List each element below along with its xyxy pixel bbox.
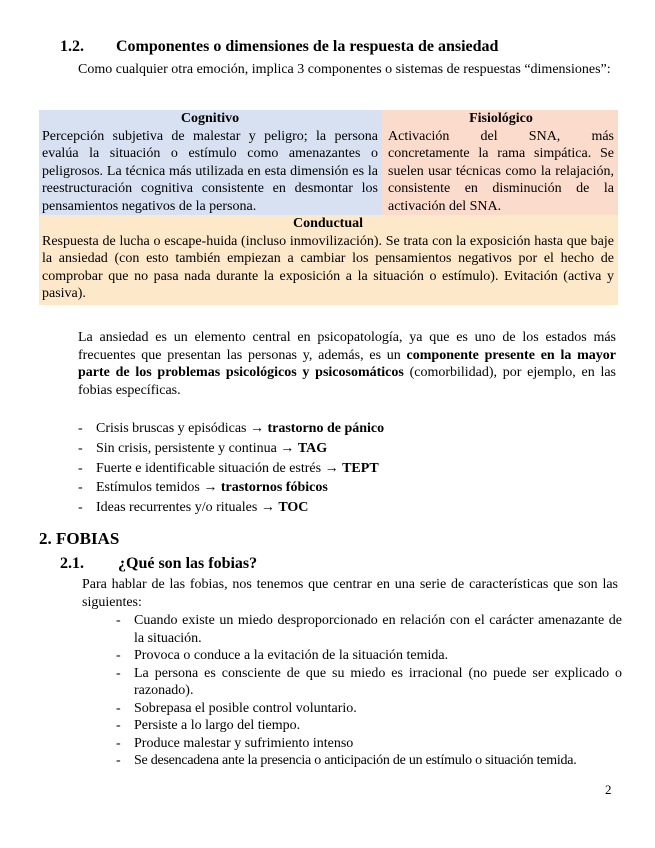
list-item (116, 717, 622, 735)
fobias-list (116, 612, 622, 770)
conductual-header: Conductual (292, 216, 364, 231)
list-item (78, 499, 384, 519)
conductual-cell (39, 215, 618, 305)
list-item-bold: TAG (297, 440, 328, 456)
cognitivo-cell (39, 110, 382, 215)
list-item-text: Estímulos temidos → (96, 480, 221, 496)
list-dash: - (116, 648, 121, 663)
list-dash: - (78, 440, 83, 456)
list-item (116, 735, 622, 753)
page-number: 2 (605, 782, 612, 797)
list-item (116, 752, 622, 770)
list-item-bold: TEPT (342, 460, 379, 476)
list-item-text: Sin crisis, persistente y continua → (96, 440, 298, 456)
list-item (78, 440, 384, 460)
list-item-bold: trastornos fóbicos (220, 480, 328, 496)
table-row (39, 110, 618, 215)
list-item-bold: trastorno de pánico (267, 421, 385, 436)
section-title: Componentes o dimensiones de la respuesta de ansiedad (116, 38, 499, 55)
conductual-text: Respuesta de lucha o escape-huida (incluso inmovilización). Se trata con la exposición hasta que baje la ansiedad (con esto también empiezan a cambiar los pensamientos negativos por el hecho de comprobar que no pasa nada durante la exposición a la situación o estímulo). Evitación (activa y pasiva). (42, 233, 614, 301)
fobias-intro: Para hablar de las fobias, nos tenemos que centrar en una serie de características que son las siguientes: (82, 577, 618, 610)
disorders-list (78, 420, 384, 519)
list-dash: - (116, 700, 121, 716)
section-title: ¿Qué son las fobias? (118, 555, 258, 572)
section-number: 1.2. (60, 38, 84, 55)
list-dash: - (116, 718, 121, 733)
list-item (116, 647, 622, 665)
section-heading-2: 2. FOBIAS (39, 529, 120, 548)
list-item (78, 479, 384, 499)
list-item (116, 665, 622, 700)
list-item-text: Provoca o conduce a la evitación de la situación temida. (134, 648, 449, 663)
list-item-text: Cuando existe un miedo desproporcionado en relación con el carácter amenazante de la situación. (134, 613, 622, 646)
section-number: 2.1. (60, 555, 84, 572)
anxiety-text-1: La ansiedad es un elemento central en psicopatología, ya que es uno de los estados más frecuentes que presentan las personas y, además, es un (78, 330, 616, 363)
list-dash: - (116, 753, 121, 768)
list-item-text: Persiste a lo largo del tiempo. (134, 718, 301, 733)
list-item-text: Sobrepasa el posible control voluntario. (134, 700, 357, 716)
anxiety-paragraph (78, 329, 616, 399)
fisiologico-cell (382, 110, 618, 215)
list-item-bold: TOC (278, 500, 309, 516)
list-dash: - (78, 460, 83, 476)
list-dash: - (78, 421, 83, 436)
list-item (78, 420, 384, 440)
list-dash: - (116, 735, 121, 751)
anxiety-text-2: (comorbilidad), por ejemplo, en las fobias específicas. (78, 365, 617, 398)
fisiologico-header: Fisiológico (469, 111, 533, 126)
list-dash: - (116, 665, 121, 681)
list-item-text: Ideas recurrentes y/o rituales → (96, 500, 279, 516)
list-item-text: Fuerte e identificable situación de estrés → (96, 460, 343, 476)
fisiologico-text: Activación del SNA, más concretamente la rama simpática. Se suelen usar técnicas como la relajación, consistente en disminución de la activación del SNA. (388, 128, 614, 214)
list-dash: - (78, 480, 83, 496)
anxiety-text-bold: componente presente en la mayor parte de los problemas psicológicos y psicosomáticos (78, 347, 616, 380)
cognitivo-header: Cognitivo (180, 111, 240, 126)
list-item (116, 612, 622, 647)
list-item-text: Produce malestar y sufrimiento intenso (134, 735, 354, 751)
list-item-text: Crisis bruscas y episódicas → (96, 421, 268, 436)
list-item (116, 700, 622, 718)
list-item (78, 460, 384, 480)
cognitivo-text: Percepción subjetiva de malestar y peligro; la persona evalúa la situación o estímulo como amenazantes o peligrosos. La técnica más utilizada en esta dimensión es la reestructuración cognitiva consistente en desmontar los pensamientos negativos de la persona. (42, 128, 378, 214)
components-table (39, 110, 618, 305)
list-dash: - (78, 500, 83, 516)
intro-paragraph: Como cualquier otra emoción, implica 3 componentes o sistemas de respuestas “dimensiones”: (78, 62, 611, 77)
list-item-text: Se desencadena ante la presencia o anticipación de un estímulo o situación temida. (134, 753, 577, 768)
list-item-text: La persona es consciente de que su miedo es irracional (no puede ser explicado o razonado). (134, 665, 622, 698)
list-dash: - (116, 613, 121, 628)
